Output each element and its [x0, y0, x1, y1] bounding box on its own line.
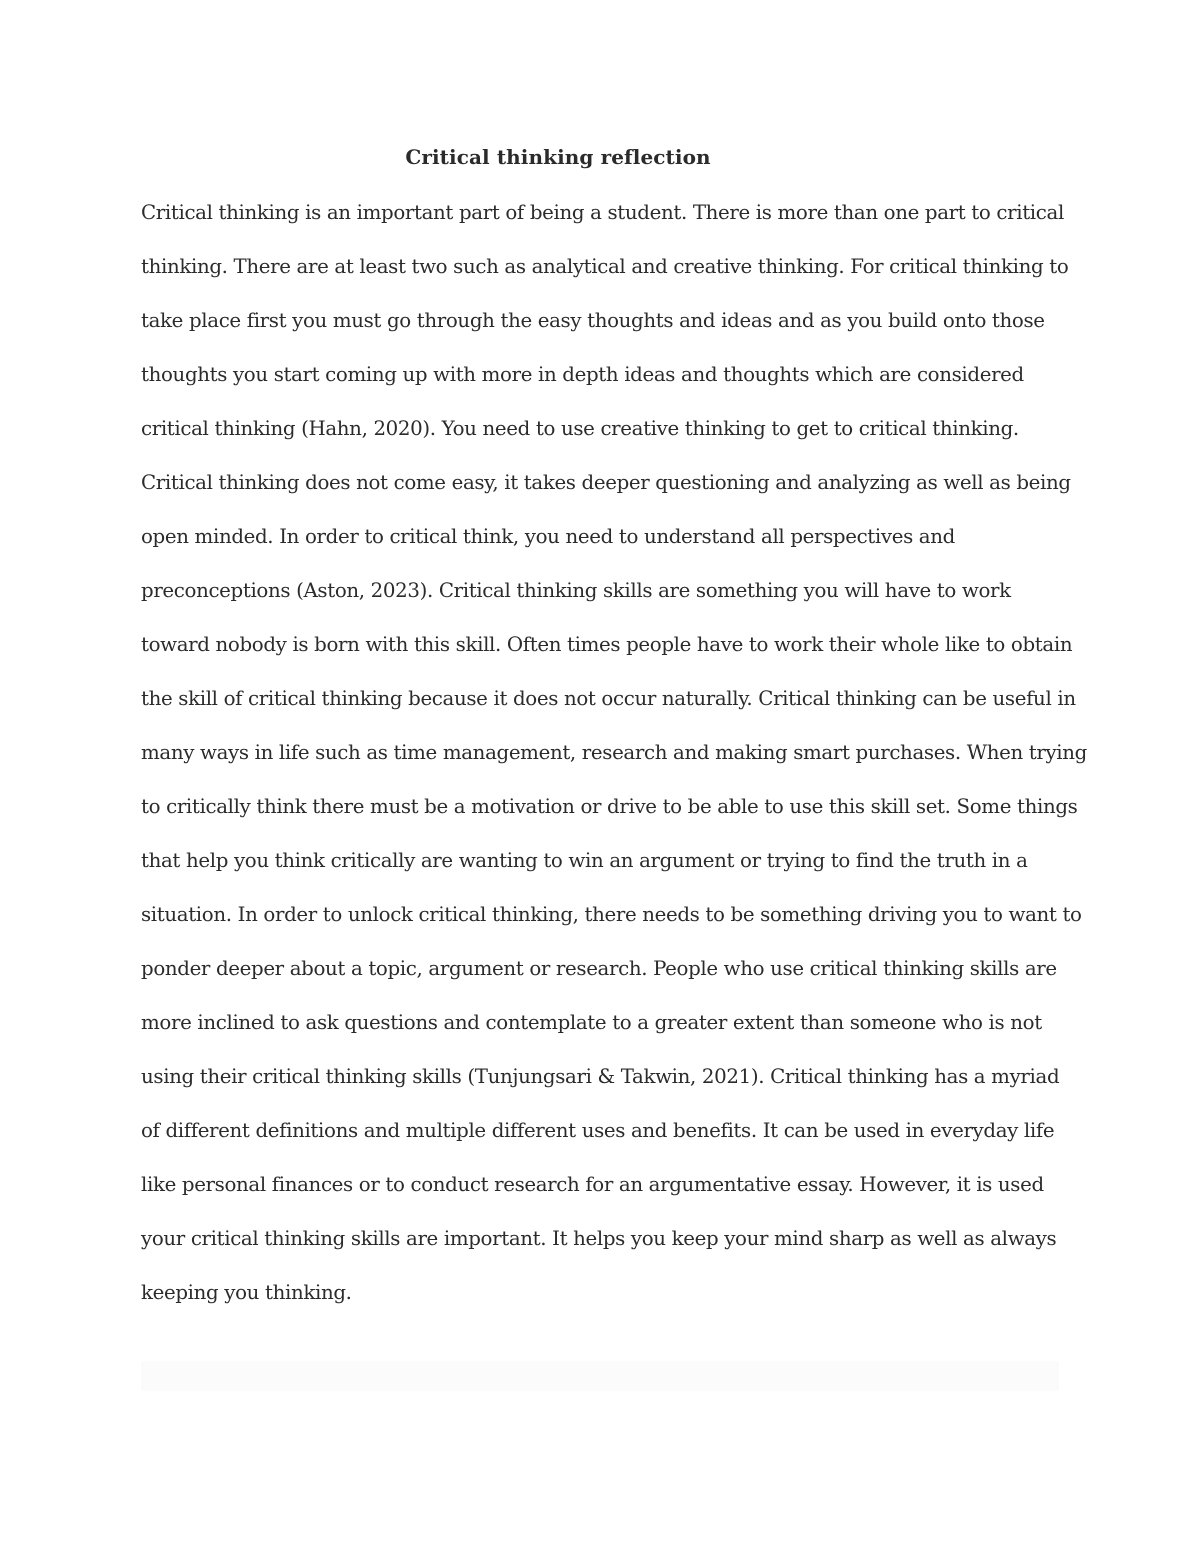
body-text-line: of different definitions and multiple different uses and benefits. It can be used in everyday life	[141, 1119, 1055, 1142]
body-text-line: open minded. In order to critical think, you need to understand all perspectives and	[141, 525, 955, 548]
body-text-line: more inclined to ask questions and contemplate to a greater extent than someone who is not	[141, 1011, 1042, 1034]
body-text-line: take place first you must go through the easy thoughts and ideas and as you build onto those	[141, 309, 1045, 332]
body-text-line: thinking. There are at least two such as analytical and creative thinking. For critical thinking to	[141, 255, 1069, 278]
page-footer-band	[141, 1361, 1059, 1391]
document-title: Critical thinking reflection	[405, 145, 711, 169]
body-text-line: keeping you thinking.	[141, 1281, 352, 1304]
body-text-line: critical thinking (Hahn, 2020). You need to use creative thinking to get to critical thinking.	[141, 417, 1019, 440]
body-text-line: situation. In order to unlock critical thinking, there needs to be something driving you to want to	[141, 903, 1082, 926]
body-text-line: many ways in life such as time management, research and making smart purchases. When trying	[141, 741, 1087, 764]
body-text-line: Critical thinking does not come easy, it takes deeper questioning and analyzing as well as being	[141, 471, 1071, 494]
body-text-line: your critical thinking skills are important. It helps you keep your mind sharp as well as always	[141, 1227, 1057, 1250]
body-text-line: thoughts you start coming up with more in depth ideas and thoughts which are considered	[141, 363, 1024, 386]
body-text-line: ponder deeper about a topic, argument or research. People who use critical thinking skills are	[141, 957, 1057, 980]
body-text-line: like personal finances or to conduct research for an argumentative essay. However, it is used	[141, 1173, 1044, 1196]
body-text-line: that help you think critically are wanting to win an argument or trying to find the truth in a	[141, 849, 1028, 872]
body-text-line: preconceptions (Aston, 2023). Critical thinking skills are something you will have to work	[141, 579, 1011, 602]
body-text-line: Critical thinking is an important part of being a student. There is more than one part to critical	[141, 201, 1064, 224]
body-text-line: to critically think there must be a motivation or drive to be able to use this skill set. Some things	[141, 795, 1078, 818]
body-text-line: using their critical thinking skills (Tunjungsari & Takwin, 2021). Critical thinking has a myriad	[141, 1065, 1060, 1088]
body-text-line: the skill of critical thinking because it does not occur naturally. Critical thinking can be useful in	[141, 687, 1076, 710]
body-text-line: toward nobody is born with this skill. Often times people have to work their whole like to obtain	[141, 633, 1073, 656]
